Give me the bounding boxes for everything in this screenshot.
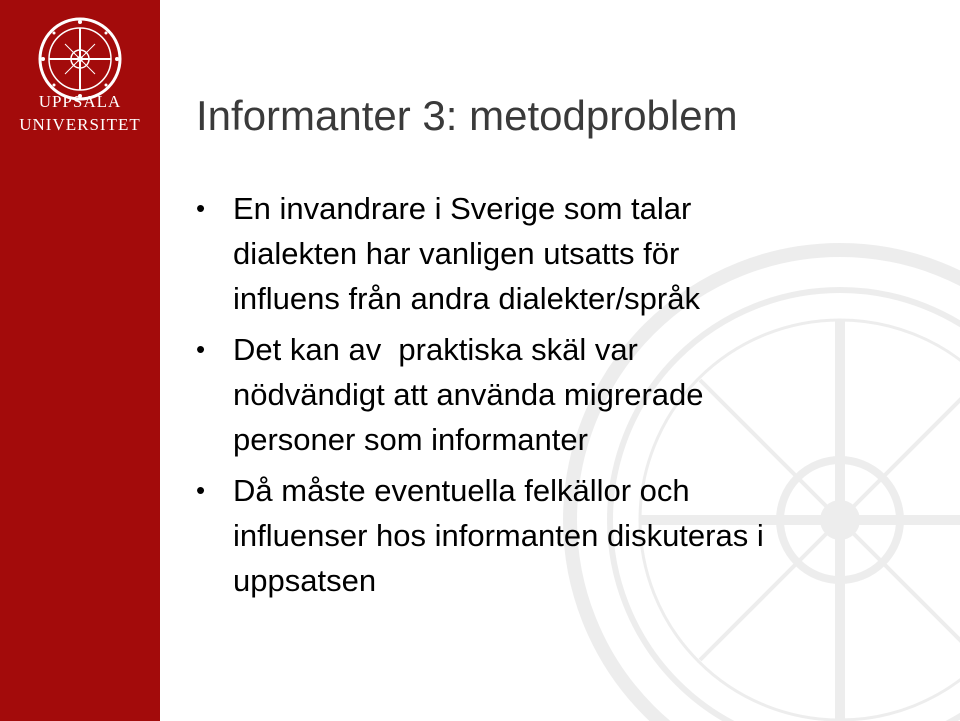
bullet-item (196, 468, 936, 603)
bullet-marker: • (196, 475, 206, 505)
bullet-text-line: influens från andra dialekter/språk (233, 281, 700, 316)
university-name-line1: UPPSALA (38, 92, 122, 111)
bullet-text-line: En invandrare i Sverige som talar (233, 191, 692, 226)
bullet-text-line: nödvändigt att använda migrerade (233, 377, 704, 412)
brand-sidebar (0, 0, 160, 721)
bullet-text-line: dialekten har vanligen utsatts för (233, 236, 680, 271)
bullet-text-line: Det kan av praktiska skäl var (233, 332, 638, 367)
bullet-text-line: uppsatsen (233, 563, 377, 598)
bullet-text-line: influenser hos informanten diskuteras i (233, 518, 764, 553)
slide-title: Informanter 3: metodproblem (196, 92, 738, 139)
university-name-line2: UNIVERSITET (19, 115, 141, 134)
bullet-item (196, 327, 936, 462)
bullet-item (196, 186, 936, 321)
bullet-marker: • (196, 334, 206, 364)
university-seal-icon (35, 14, 125, 104)
bullet-marker: • (196, 193, 206, 223)
bullet-text-line: personer som informanter (233, 422, 588, 457)
bullet-text-line: Då måste eventuella felkällor och (233, 473, 690, 508)
bullet-list (196, 186, 936, 609)
